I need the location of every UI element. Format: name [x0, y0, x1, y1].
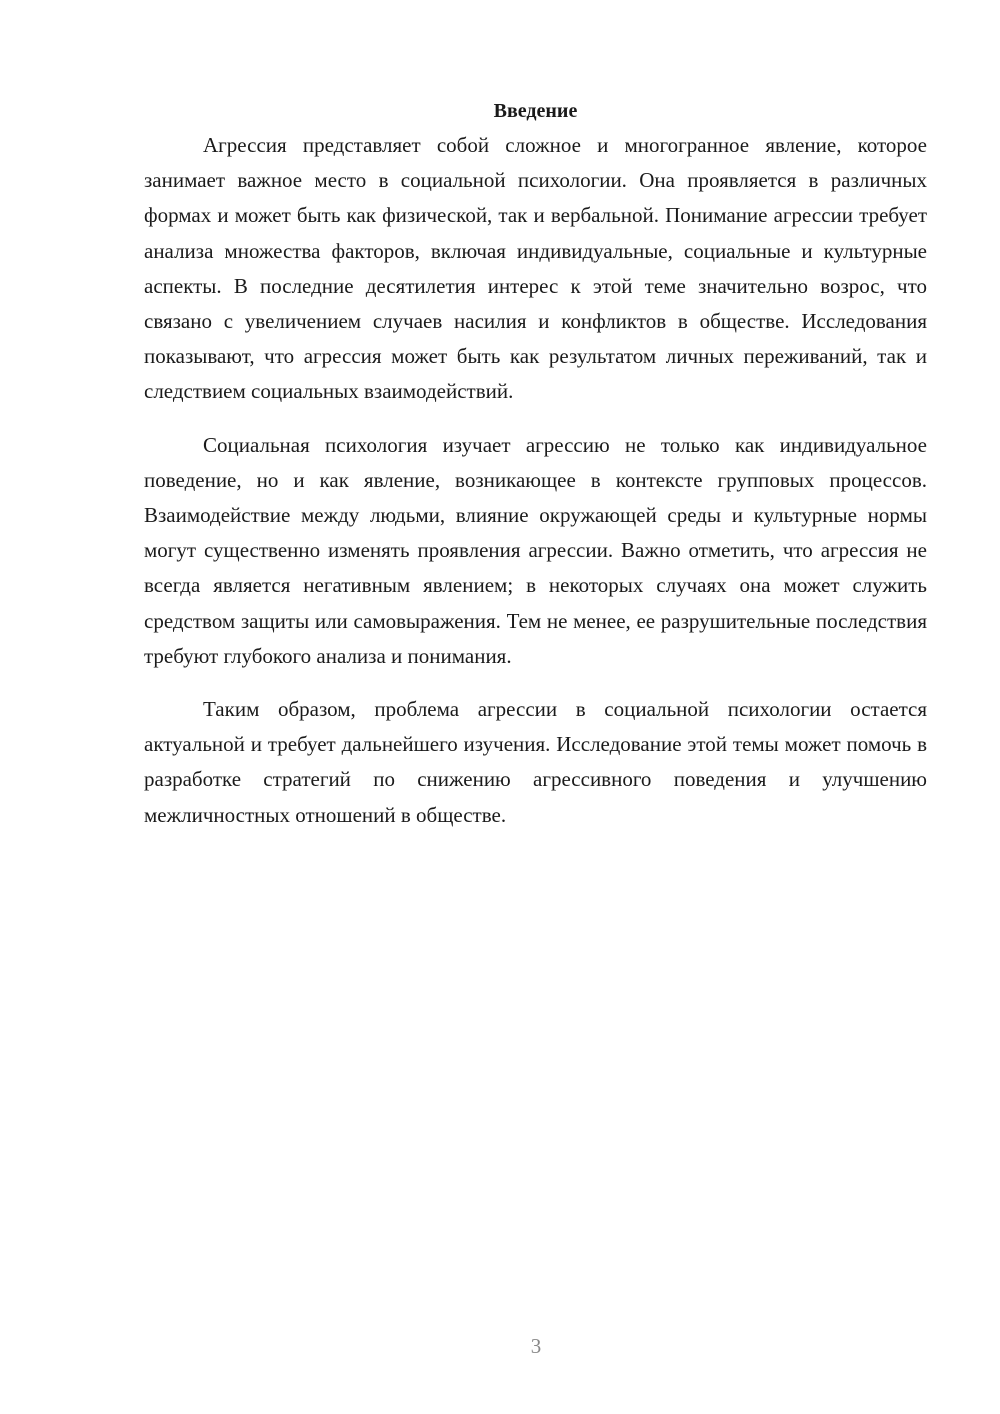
page-number: 3: [530, 1334, 542, 1358]
paragraph-2: Социальная психология изучает агрессию не только как индивидуальное поведение, но и как явление, возникающее в контексте групповых процессов. Взаимодействие между людьми, влияние окружающей среды и культурные нормы могут существенно изменять проявления агрессии. Важно отметить, что агрессия не всегда является негативным явлением; в некоторых случаях она может служить средством защиты или самовыражения. Тем не менее, ее разрушительные последствия требуют глубокого анализа и понимания.: [144, 432, 927, 668]
section-heading: Введение: [493, 100, 578, 122]
page-content: [144, 94, 927, 851]
paragraph-1: Агрессия представляет собой сложное и многогранное явление, которое занимает важное место в социальной психологии. Она проявляется в различных формах и может быть как физической, так и вербальной. Понимание агрессии требует анализа множества факторов, включая индивидуальные, социальные и культурные аспекты. В последние десятилетия интерес к этой теме значительно возрос, что связано с увеличением случаев насилия и конфликтов в обществе. Исследования показывают, что агрессия может быть как результатом личных переживаний, так и следствием социальных взаимодействий.: [144, 133, 927, 404]
paragraph-3: Таким образом, проблема агрессии в социальной психологии остается актуальной и требует дальнейшего изучения. Исследование этой темы может помочь в разработке стратегий по снижению агрессивного поведения и улучшению межличностных отношений в обществе.: [144, 697, 927, 827]
